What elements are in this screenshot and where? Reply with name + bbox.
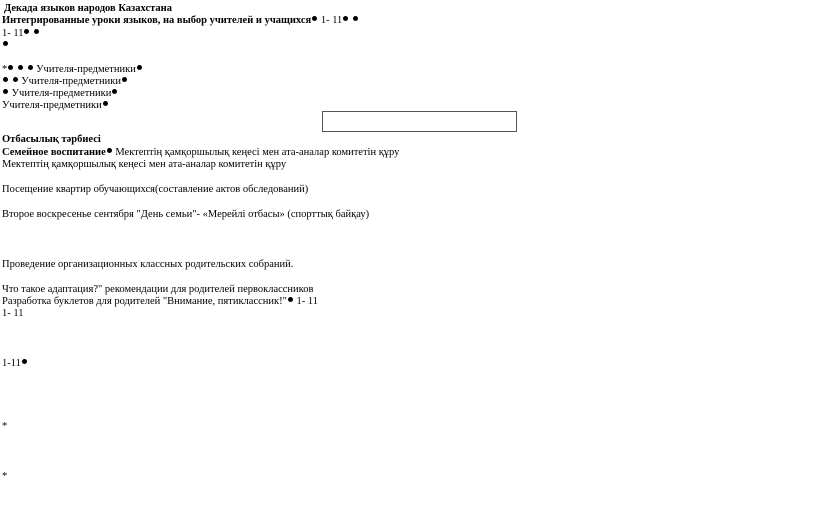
bullet-icon <box>137 65 142 70</box>
integrated-lessons-label: Интегрированные уроки языков, на выбор учителей и учащихся <box>2 15 312 26</box>
adaptation-item: Что такое адаптация?" рекомендации для родителей первоклассников <box>2 284 314 295</box>
bullet-icon <box>8 65 13 70</box>
bullet-icon <box>343 16 348 21</box>
family-row <box>2 147 399 159</box>
bullet-icon <box>112 89 117 94</box>
grade-range-a: 1- 11 <box>2 308 24 319</box>
teachers-label: Учителя-предметники <box>36 64 136 75</box>
bullet-icon <box>13 77 18 82</box>
grade-range-row <box>2 28 40 40</box>
bullet-icon <box>3 77 8 82</box>
committee-text: Мектептің қамқоршылық кеңесі мен ата-аналар комитетін құру <box>115 147 400 158</box>
star-mark: * <box>2 471 8 482</box>
bullet-icon <box>353 16 358 21</box>
bullet-icon <box>24 29 29 34</box>
empty-text-box <box>322 111 517 132</box>
bullet-icon <box>22 359 27 364</box>
family-heading-kz: Отбасылық тәрбиесі <box>2 134 101 145</box>
meetings-item: Проведение организационных классных родительских собраний. <box>2 259 294 270</box>
bullet-icon <box>312 16 317 21</box>
visits-item: Посещение квартир обучающихся(составление актов обследований) <box>2 184 309 195</box>
bullet-row <box>2 40 9 52</box>
bullet-icon <box>34 29 39 34</box>
teachers-label: Учителя-предметники <box>21 76 121 87</box>
committee-text-repeat: Мектептің қамқоршылық кеңесі мен ата-аналар комитетін құру <box>2 159 287 170</box>
teachers-row-4 <box>2 100 109 112</box>
bullet-icon <box>288 297 293 302</box>
bullet-icon <box>107 148 112 153</box>
bullet-icon <box>18 65 23 70</box>
bullet-icon <box>103 101 108 106</box>
star-mark: * <box>2 421 8 432</box>
page-title: Декада языков народов Казахстана <box>4 3 172 14</box>
teachers-label: Учителя-предметники <box>11 88 112 99</box>
booklets-row <box>2 296 318 308</box>
teachers-row-1 <box>2 64 143 76</box>
grade-range: 1- 11 <box>320 15 343 26</box>
grade-range: 1- 11 <box>2 28 24 39</box>
grade-range: 1-11 <box>2 358 21 369</box>
grade-range: 1- 11 <box>296 296 319 307</box>
grade-range-b-row <box>2 358 28 370</box>
bullet-icon <box>3 41 8 46</box>
booklets-item: Разработка буклетов для родителей "Внимание, пятиклассник!" <box>2 296 287 307</box>
bullet-icon <box>122 77 127 82</box>
star-mark: * <box>2 64 8 75</box>
bullet-icon <box>28 65 33 70</box>
teachers-row-3 <box>2 88 118 100</box>
teachers-row-2 <box>2 76 128 88</box>
integrated-lessons-row <box>2 15 359 27</box>
teachers-label: Учителя-предметники <box>2 100 102 111</box>
family-day-item: Второе воскресенье сентября "День семьи"- «Мерейлі отбасы» (спорттық байқау) <box>2 209 370 220</box>
bullet-icon <box>3 89 8 94</box>
family-heading-ru: Семейное воспитание <box>2 147 106 158</box>
